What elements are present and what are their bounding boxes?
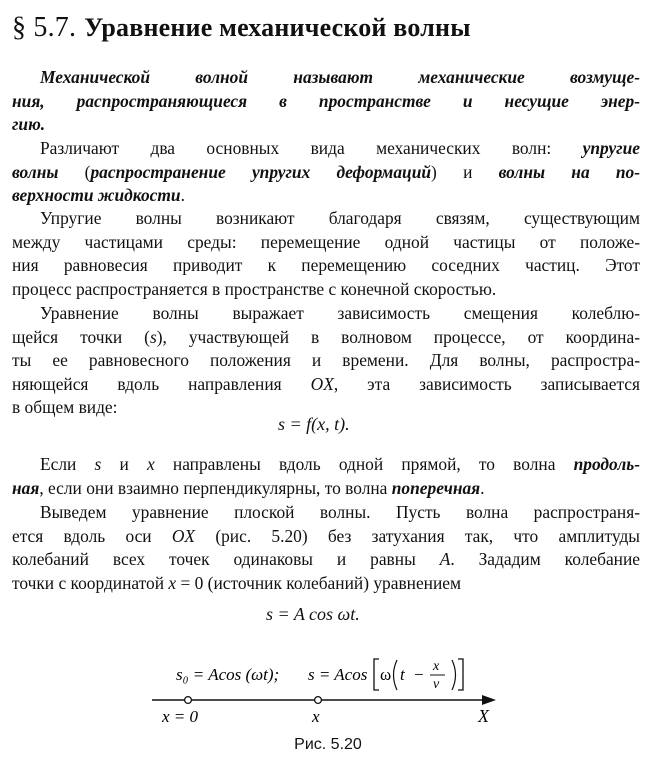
equation-line-4 xyxy=(12,373,640,397)
formula-general xyxy=(278,414,350,435)
elastic-line-3: ния равновесия приводит к перемещению соседних частиц. Этот xyxy=(12,255,640,276)
formula-source xyxy=(266,604,360,625)
text-span: . xyxy=(480,477,485,498)
text-span: (рис. 5.20) без затухания так, что амплитуды xyxy=(195,525,640,546)
section-number: § 5.7. xyxy=(12,12,77,43)
figure-caption: Рис. 5.20 xyxy=(294,736,362,753)
var-s: s xyxy=(149,326,157,347)
term-elastic: упругие xyxy=(582,138,640,158)
point-x-label: x xyxy=(312,707,320,726)
text-span: . Зададим колебание xyxy=(450,549,640,570)
definition-line-1: Механической волной называют механические возмуще- xyxy=(40,67,640,87)
plane-line-2 xyxy=(12,525,640,549)
elastic-line-1: Упругие волны возникают благодаря связям, существующим xyxy=(40,208,640,228)
text-span: , если они взаимно перпендикулярны, то волна xyxy=(39,477,392,498)
text-span: = 0 (источник колебаний) уравнением xyxy=(176,572,462,593)
plane-line-1: Выведем уравнение плоской волны. Пусть волна распространя- xyxy=(40,502,640,522)
var-x: x xyxy=(146,454,155,474)
elastic-waves-paragraph xyxy=(12,207,640,301)
wave-equation-paragraph xyxy=(12,302,640,420)
text-span: ), участвующей в волновом процессе, от координа- xyxy=(156,326,640,347)
plane-line-4 xyxy=(12,572,640,596)
point-x xyxy=(315,697,322,704)
text-span: ется вдоль оси xyxy=(12,525,172,546)
axis-arrow-icon xyxy=(482,695,496,705)
elastic-line-2: между частицами среды: перемещение одной частицы от положе- xyxy=(12,231,640,252)
bracket-left xyxy=(374,659,379,690)
text-span: Если xyxy=(40,454,95,474)
term-surface-waves: волны на по- xyxy=(498,161,641,182)
var-s: s xyxy=(94,454,102,474)
text-span: . xyxy=(180,185,185,206)
definition-line-2: ния, распространяющиеся в пространстве и несущие энер- xyxy=(12,90,640,111)
equation-line-3: ты ее равновесного положения и времени. Для волны, распростра- xyxy=(12,350,640,371)
formula-source-text: s = A cos ωt. xyxy=(266,604,360,624)
wave-types-line-2 xyxy=(12,161,640,185)
axis-ox: OX xyxy=(310,373,334,394)
figure-wave-axis xyxy=(0,646,656,736)
text-span: ) и xyxy=(431,161,499,182)
plane-line-3 xyxy=(12,548,640,572)
paren-left xyxy=(394,660,398,690)
minus-symbol: − xyxy=(414,665,424,684)
fraction-numerator: x xyxy=(433,659,440,674)
omega-symbol: ω xyxy=(380,665,392,684)
section-title: Уравнение механической волны xyxy=(84,13,471,42)
wave-types-line-3 xyxy=(12,184,640,208)
text-span: колебаний всех точек одинаковы и равны xyxy=(12,549,440,570)
plane-wave-paragraph xyxy=(12,501,640,595)
fraction-denominator: v xyxy=(433,677,440,692)
text-span: ( xyxy=(58,161,91,182)
formula-general-text: s = f(x, t). xyxy=(278,414,350,434)
section-heading xyxy=(12,12,471,44)
text-span: щейся точки ( xyxy=(12,326,150,347)
axis-x-label: X xyxy=(478,706,489,726)
longitudinal-line-2 xyxy=(12,477,640,501)
wave-types-paragraph xyxy=(12,137,640,208)
longitudinal-paragraph xyxy=(12,453,640,500)
equation-line-1: Уравнение волны выражает зависимость смещения колеблю- xyxy=(40,303,640,323)
s0-label: s₀ = Acos (ωt); xyxy=(176,665,280,684)
term-liquid: верхности жидкости xyxy=(12,185,181,206)
text-span: , эта зависимость записывается xyxy=(333,373,640,394)
term-waves: волны xyxy=(12,161,59,182)
var-amplitude: A xyxy=(439,549,451,570)
equation-line-5: в общем виде: xyxy=(12,397,118,418)
text-span: Различают два основных вида механических волн: xyxy=(40,138,583,158)
term-transverse: поперечная xyxy=(391,477,481,498)
point-origin xyxy=(185,697,192,704)
term-longitudinal-end: ная xyxy=(12,477,40,498)
text-span: точки с координатой xyxy=(12,572,169,593)
s-label: s = Acos xyxy=(308,665,368,684)
definition-line-3: гию. xyxy=(12,114,46,135)
origin-label: x = 0 xyxy=(162,707,199,726)
paren-right xyxy=(452,660,456,690)
definition-paragraph xyxy=(12,66,640,137)
bracket-right xyxy=(458,659,463,690)
text-span: и xyxy=(101,454,147,474)
text-span: няющейся вдоль направления xyxy=(12,373,311,394)
equation-line-2 xyxy=(12,326,640,350)
term-deformations: распространение упругих деформаций xyxy=(90,161,432,182)
elastic-line-4: процесс распространяется в пространстве с конечной скоростью. xyxy=(12,278,497,299)
var-x: x xyxy=(168,572,177,593)
wave-types-line-1 xyxy=(12,137,640,161)
term-longitudinal: продоль- xyxy=(573,454,640,474)
longitudinal-line-1 xyxy=(12,453,640,477)
axis-ox: OX xyxy=(171,525,196,546)
text-span: направлены вдоль одной прямой, то волна xyxy=(154,454,574,474)
t-symbol: t xyxy=(400,665,405,684)
